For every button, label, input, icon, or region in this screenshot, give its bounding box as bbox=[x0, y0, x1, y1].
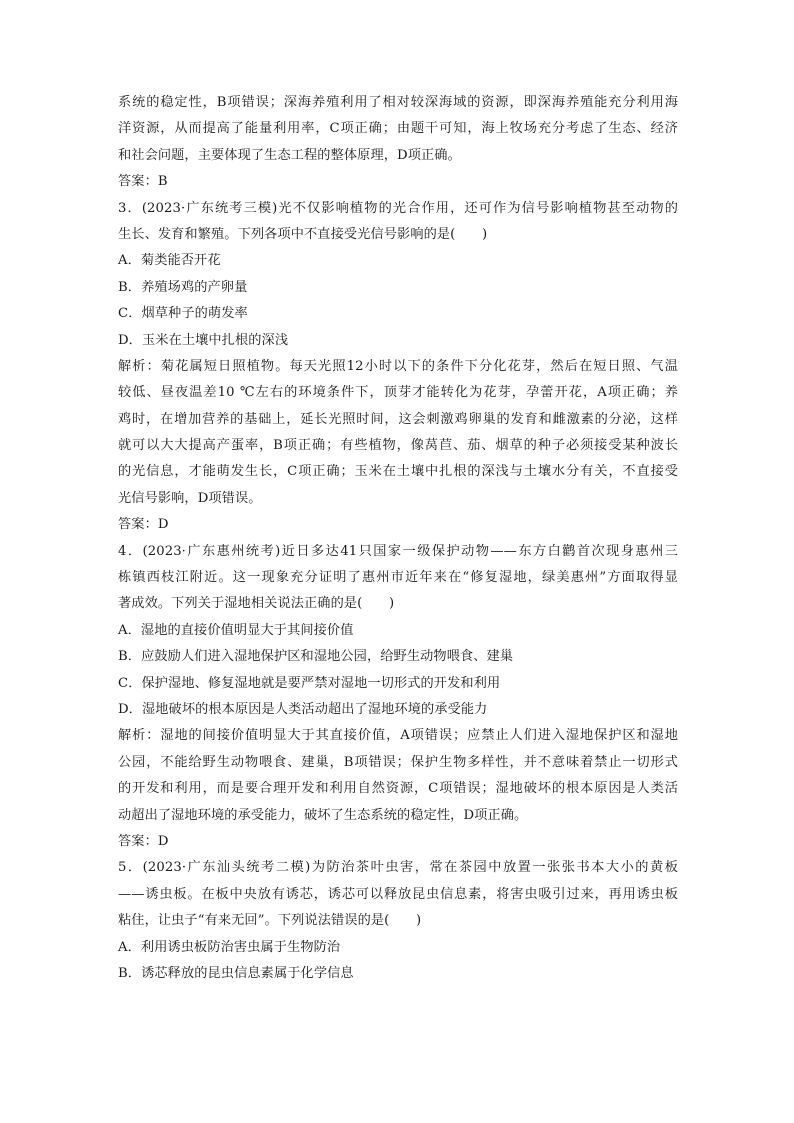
text-line: ——诱虫板。在板中央放有诱芯，诱芯可以释放昆虫信息素，将害虫吸引过来，再用诱虫板 bbox=[118, 886, 678, 902]
text-line: 的光信息，才能萌发生长，C项正确；玉米在土壤中扎根的深浅与土壤水分有关，不直接受 bbox=[118, 464, 678, 480]
text-line: 动超出了湿地环境的承受能力，破坏了生态系统的稳定性，D项正确。 bbox=[118, 807, 528, 823]
text-line: 生长、发育和繁殖。下列各项中不直接受光信号影响的是( ) bbox=[118, 226, 488, 242]
text-line: 栋镇西枝江附近。这一现象充分证明了惠州市近年来在“修复湿地，绿美惠州”方面取得显 bbox=[118, 570, 678, 586]
text-line: 解析：菊花属短日照植物。每天光照12小时以下的条件下分化花芽，然后在短日照、气温 bbox=[118, 358, 678, 374]
text-line: 较低、昼夜温差10 ℃左右的环境条件下，顶芽才能转化为花芽，孕蕾开花，A项正确；养 bbox=[118, 385, 678, 401]
text-line: A．湿地的直接价值明显大于其间接价值 bbox=[118, 622, 354, 638]
text-line: 粘住，让虫子“有来无回”。下列说法错误的是( ) bbox=[118, 913, 422, 929]
text-line: 答案：D bbox=[118, 833, 169, 849]
document-body bbox=[118, 90, 678, 987]
text-line: C．烟草种子的萌发率 bbox=[118, 306, 248, 322]
text-line: D．湿地破坏的根本原因是人类活动超出了湿地环境的承受能力 bbox=[118, 701, 488, 717]
text-line: 答案：B bbox=[118, 174, 168, 190]
text-line: 答案：D bbox=[118, 517, 169, 533]
text-line: 洋资源，从而提高了能量利用率，C项正确；由题干可知，海上牧场充分考虑了生态、经济 bbox=[118, 121, 678, 137]
text-line: 公园，不能给野生动物喂食、建巢，B项错误；保护生物多样性，并不意味着禁止一切形式 bbox=[118, 754, 678, 770]
text-line: 解析：湿地的间接价值明显大于其直接价值，A项错误；应禁止人们进入湿地保护区和湿地 bbox=[118, 728, 678, 744]
text-line: 5．(2023·广东汕头统考二模)为防治茶叶虫害，常在茶园中放置一张张书本大小的黄板 bbox=[118, 860, 678, 876]
text-line: 就可以大大提高产蛋率，B项正确；有些植物，像莴苣、茄、烟草的种子必须接受某种波长 bbox=[118, 438, 678, 454]
text-line: A．菊类能否开花 bbox=[118, 253, 221, 269]
text-line: 3．(2023·广东统考三模)光不仅影响植物的光合作用，还可作为信号影响植物甚至动物的 bbox=[118, 200, 678, 216]
text-line: 著成效。下列关于湿地相关说法正确的是( ) bbox=[118, 596, 395, 612]
text-line: 光信号影响，D项错误。 bbox=[118, 490, 262, 506]
text-line: 4．(2023·广东惠州统考)近日多达41只国家一级保护动物——东方白鹳首次现身惠州三 bbox=[118, 543, 678, 559]
text-line: B．诱芯释放的昆虫信息素属于化学信息 bbox=[118, 965, 354, 981]
text-line: C．保护湿地、修复湿地就是要严禁对湿地一切形式的开发和利用 bbox=[118, 675, 501, 691]
text-line: 和社会问题，主要体现了生态工程的整体原理，D项正确。 bbox=[118, 147, 461, 163]
text-line: 系统的稳定性，B项错误；深海养殖利用了相对较深海域的资源，即深海养殖能充分利用海 bbox=[118, 95, 678, 110]
text-line: B．应鼓励人们进入湿地保护区和湿地公园，给野生动物喂食、建巢 bbox=[118, 649, 514, 665]
text-line: 鸡时，在增加营养的基础上，延长光照时间，这会刺激鸡卵巢的发育和雌激素的分泌，这样 bbox=[118, 411, 678, 427]
text-line: D．玉米在土壤中扎根的深浅 bbox=[118, 332, 289, 348]
text-line: 的开发和利用，而是要合理开发和利用自然资源，C项错误；湿地破坏的根本原因是人类活 bbox=[118, 781, 678, 797]
text-line: A．利用诱虫板防治害虫属于生物防治 bbox=[118, 939, 341, 955]
text-line: B．养殖场鸡的产卵量 bbox=[118, 279, 248, 295]
